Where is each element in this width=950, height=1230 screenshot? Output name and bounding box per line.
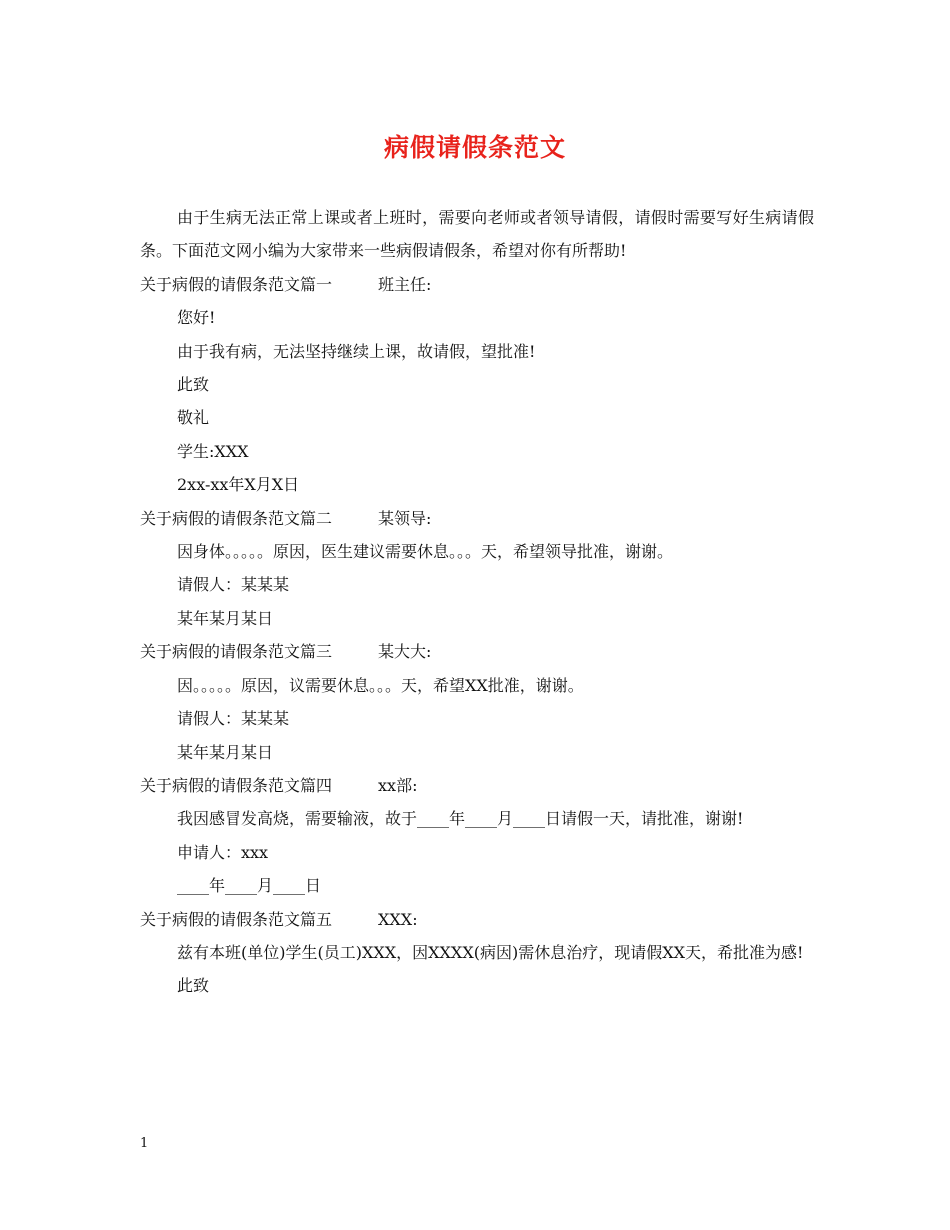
section-addressee: xx部: (378, 775, 418, 795)
section-heading-row (140, 769, 814, 802)
letter-line: 因身体。。。。。原因，医生建议需要休息。。。天，希望领导批准，谢谢。 (177, 542, 674, 562)
section-addressee: 班主任: (378, 274, 432, 294)
letter-paragraph: 兹有本班(单位)学生(员工)XXX，因XXXX(病因)需休息治疗，现请假XX天，希批准为感! (177, 942, 804, 962)
section-heading-row (140, 635, 814, 668)
letter-line: 学生:XXX (177, 441, 249, 461)
section-heading: 关于病假的请假条范文篇五 (140, 909, 333, 929)
intro-paragraph: 由于生病无法正常上课或者上班时，需要向老师或者领导请假，请假时需要写好生病请假条。下面范文网小编为大家带来一些病假请假条，希望对你有所帮助! (140, 208, 814, 261)
section-heading: 关于病假的请假条范文篇四 (140, 775, 333, 795)
page-number: 1 (140, 1136, 149, 1151)
section-heading: 关于病假的请假条范文篇三 (140, 642, 333, 662)
letter-line: 您好! (177, 308, 216, 328)
letter-line: 申请人：xxx (177, 842, 269, 862)
letter-line: ____年____月____日 (177, 876, 322, 896)
section-heading-row (140, 502, 814, 535)
letter-line: 某年某月某日 (177, 608, 274, 628)
section-heading-row (140, 903, 814, 936)
document-body (140, 201, 814, 1003)
letter-line: 此致 (177, 375, 210, 395)
letter-paragraph: 我因感冒发高烧，需要输液，故于____年____月____日请假一天，请批准，谢谢! (177, 809, 744, 829)
letter-line: 2xx-xx年X月X日 (177, 475, 300, 495)
letter-line: 请假人：某某某 (177, 575, 290, 595)
section-heading-row (140, 268, 814, 301)
letter-line: 敬礼 (177, 408, 210, 428)
letter-line: 请假人：某某某 (177, 709, 290, 729)
section-addressee: 某领导: (378, 508, 432, 528)
letter-line: 因。。。。。原因，议需要休息。。。天，希望XX批准，谢谢。 (177, 675, 584, 695)
document-title: 病假请假条范文 (383, 133, 566, 162)
letter-line: 某年某月某日 (177, 742, 274, 762)
section-heading: 关于病假的请假条范文篇二 (140, 508, 333, 528)
section-addressee: 某大大: (378, 642, 432, 662)
letter-line: 此致 (177, 976, 210, 996)
letter-line: 由于我有病，无法坚持继续上课，故请假，望批准! (177, 341, 536, 361)
section-heading: 关于病假的请假条范文篇一 (140, 274, 333, 294)
section-addressee: XXX: (378, 909, 418, 929)
